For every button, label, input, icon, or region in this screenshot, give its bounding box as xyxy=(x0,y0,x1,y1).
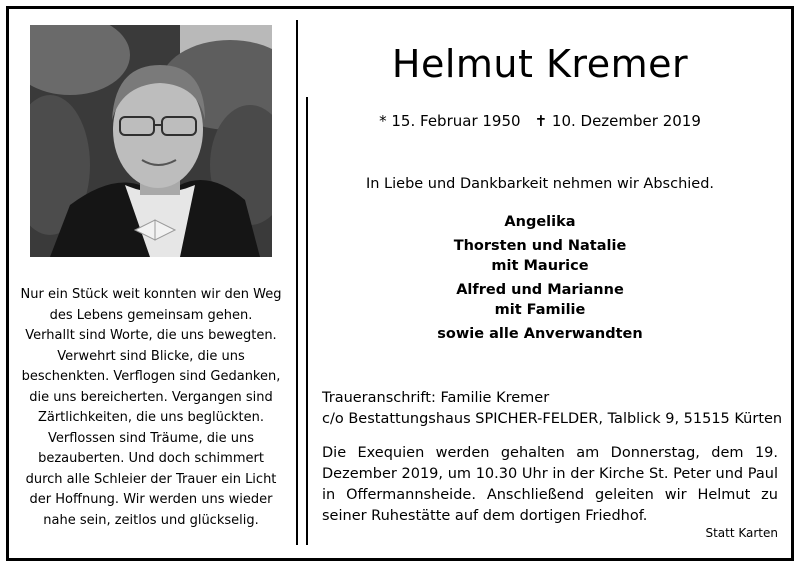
deceased-name: Helmut Kremer xyxy=(391,42,689,86)
poem xyxy=(18,285,284,531)
address-line: Traueranschrift: Familie Kremer xyxy=(322,390,550,406)
farewell-text: In Liebe und Dankbarkeit nehmen wir Abschied. xyxy=(365,176,715,192)
portrait-photo-icon xyxy=(30,25,272,257)
vertical-divider xyxy=(296,20,298,545)
poem-line: durch alle Schleier der Trauer ein Licht xyxy=(25,471,277,487)
mourner-line: Alfred und Marianne xyxy=(456,282,624,298)
poem-line: Nur ein Stück weit konnten wir den Weg xyxy=(20,287,282,302)
life-dates xyxy=(320,112,760,130)
portrait-photo xyxy=(30,25,272,257)
mourner-group xyxy=(380,212,700,232)
mourner-line: mit Familie xyxy=(494,302,586,318)
service-line: Dezember 2019, um 10.30 Uhr in der Kirche St. Peter und Paul xyxy=(322,466,778,482)
address-line: c/o Bestattungshaus SPICHER-FELDER, Talblick 9, 51515 Kürten xyxy=(322,411,783,427)
poem-line: die uns bereicherten. Vergangen sind xyxy=(29,389,273,405)
mourner-group xyxy=(380,236,700,276)
mourner-group xyxy=(380,280,700,320)
funeral-service-info xyxy=(322,443,778,527)
death-date: ✝ 10. Dezember 2019 xyxy=(534,112,701,130)
service-line: Die Exequien werden gehalten am Donnerstag, dem 19. xyxy=(322,445,778,461)
vertical-divider-secondary xyxy=(306,97,308,545)
mourner-line: Thorsten und Natalie xyxy=(453,238,627,254)
mourner-line: sowie alle Anverwandten xyxy=(437,326,643,342)
mourners-list xyxy=(380,212,700,348)
poem-line: Verhallt sind Worte, die uns bewegten. xyxy=(25,328,277,343)
mourner-line: mit Maurice xyxy=(491,258,589,274)
statt-karten-note: Statt Karten xyxy=(705,526,778,540)
service-line: in Offermannsheide. Anschließend geleiten wir Helmut zu xyxy=(322,487,778,503)
poem-line: Zärtlichkeiten, die uns beglückten. xyxy=(37,410,265,425)
poem-line: Verwehrt sind Blicke, die uns xyxy=(57,348,245,364)
poem-line: der Hoffnung. Wir werden uns wieder xyxy=(29,492,273,507)
service-line: seiner Ruhestätte auf dem dortigen Friedhof. xyxy=(322,508,648,524)
mourning-address xyxy=(322,388,782,430)
birth-date: * 15. Februar 1950 xyxy=(379,112,521,130)
poem-line: des Lebens gemeinsam gehen. xyxy=(49,307,253,323)
poem-line: beschenkten. Verflogen sind Gedanken, xyxy=(21,369,281,384)
mourner-line: Angelika xyxy=(504,214,576,230)
poem-line: bezauberten. Und doch schimmert xyxy=(38,451,264,466)
poem-line: Verflossen sind Träume, die uns xyxy=(47,430,255,446)
mourner-group xyxy=(380,324,700,344)
poem-line: nahe sein, zeitlos und glückselig. xyxy=(43,512,259,528)
